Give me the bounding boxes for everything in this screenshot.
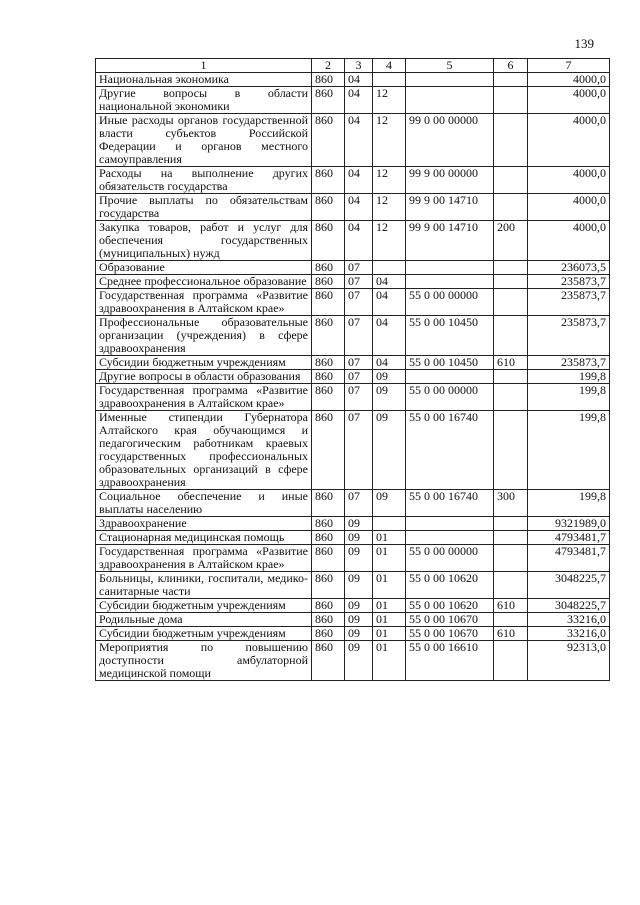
target-article-cell [406, 73, 494, 87]
expense-type-cell [494, 411, 528, 490]
table-row [96, 114, 610, 167]
expense-type-cell [494, 316, 528, 356]
item-name-cell: Субсидии бюджетным учреждениям [96, 627, 312, 641]
table-row [96, 641, 610, 681]
item-name-cell: Субсидии бюджетным учреждениям [96, 599, 312, 613]
item-name-cell: Другие вопросы в области образования [96, 370, 312, 384]
section-cell: 04 [345, 87, 373, 114]
table-row [96, 531, 610, 545]
section-cell: 07 [345, 384, 373, 411]
table-body [96, 73, 610, 681]
subsection-cell: 04 [373, 356, 406, 370]
item-name-cell: Социальное обеспечение и иные выплаты населению [96, 490, 312, 517]
expense-type-cell: 610 [494, 599, 528, 613]
expense-type-cell [494, 641, 528, 681]
amount-cell: 9321989,0 [528, 517, 610, 531]
ministry-code-cell: 860 [312, 87, 345, 114]
ministry-code-cell: 860 [312, 289, 345, 316]
expense-type-cell [494, 73, 528, 87]
amount-cell: 4000,0 [528, 221, 610, 261]
item-name-cell: Образование [96, 261, 312, 275]
item-name-cell: Профессиональные образовательные организации (учреждения) в сфере здравоохранения [96, 316, 312, 356]
subsection-cell: 12 [373, 167, 406, 194]
item-name-cell: Расходы на выполнение других обязательств государства [96, 167, 312, 194]
section-cell: 07 [345, 356, 373, 370]
expense-type-cell [494, 531, 528, 545]
expense-type-cell [494, 261, 528, 275]
subsection-cell [373, 517, 406, 531]
expense-type-cell [494, 572, 528, 599]
target-article-cell [406, 370, 494, 384]
ministry-code-cell: 860 [312, 275, 345, 289]
amount-cell: 235873,7 [528, 356, 610, 370]
ministry-code-cell: 860 [312, 194, 345, 221]
ministry-code-cell: 860 [312, 370, 345, 384]
section-cell: 09 [345, 641, 373, 681]
subsection-cell: 04 [373, 289, 406, 316]
ministry-code-cell: 860 [312, 316, 345, 356]
ministry-code-cell: 860 [312, 221, 345, 261]
section-cell: 09 [345, 613, 373, 627]
expense-type-cell [494, 545, 528, 572]
column-header-7: 7 [528, 59, 610, 73]
target-article-cell: 99 9 00 14710 [406, 221, 494, 261]
table-row [96, 545, 610, 572]
subsection-cell: 01 [373, 641, 406, 681]
ministry-code-cell: 860 [312, 613, 345, 627]
target-article-cell: 55 0 00 16610 [406, 641, 494, 681]
section-cell: 04 [345, 167, 373, 194]
item-name-cell: Среднее профессиональное образование [96, 275, 312, 289]
amount-cell: 33216,0 [528, 613, 610, 627]
target-article-cell: 55 0 00 10450 [406, 356, 494, 370]
item-name-cell: Больницы, клиники, госпитали, медико-санитарные части [96, 572, 312, 599]
item-name-cell: Иные расходы органов государственной власти субъектов Российской Федерации и органов местного самоуправления [96, 114, 312, 167]
ministry-code-cell: 860 [312, 384, 345, 411]
ministry-code-cell: 860 [312, 627, 345, 641]
table-row [96, 275, 610, 289]
section-cell: 07 [345, 275, 373, 289]
ministry-code-cell: 860 [312, 545, 345, 572]
section-cell: 07 [345, 490, 373, 517]
section-cell: 04 [345, 73, 373, 87]
item-name-cell: Мероприятия по повышению доступности амбулаторной медицинской помощи [96, 641, 312, 681]
expense-type-cell: 610 [494, 356, 528, 370]
subsection-cell: 01 [373, 627, 406, 641]
section-cell: 07 [345, 411, 373, 490]
item-name-cell: Закупка товаров, работ и услуг для обеспечения государственных (муниципальных) нужд [96, 221, 312, 261]
section-cell: 09 [345, 572, 373, 599]
item-name-cell: Национальная экономика [96, 73, 312, 87]
target-article-cell [406, 261, 494, 275]
table-row [96, 289, 610, 316]
amount-cell: 3048225,7 [528, 572, 610, 599]
expense-type-cell [494, 87, 528, 114]
subsection-cell: 09 [373, 411, 406, 490]
subsection-cell: 12 [373, 194, 406, 221]
expense-type-cell [494, 384, 528, 411]
section-cell: 07 [345, 316, 373, 356]
table-row [96, 613, 610, 627]
subsection-cell [373, 73, 406, 87]
table-row [96, 599, 610, 613]
table-row [96, 194, 610, 221]
table-row [96, 572, 610, 599]
expense-type-cell [494, 370, 528, 384]
ministry-code-cell: 860 [312, 599, 345, 613]
header-row [96, 59, 610, 73]
table-row [96, 517, 610, 531]
amount-cell: 4000,0 [528, 194, 610, 221]
expense-type-cell [494, 517, 528, 531]
table-row [96, 73, 610, 87]
expense-type-cell: 200 [494, 221, 528, 261]
subsection-cell: 09 [373, 370, 406, 384]
table-row [96, 261, 610, 275]
column-header-6: 6 [494, 59, 528, 73]
table-row [96, 411, 610, 490]
table-row [96, 167, 610, 194]
section-cell: 04 [345, 221, 373, 261]
amount-cell: 3048225,7 [528, 599, 610, 613]
section-cell: 09 [345, 599, 373, 613]
subsection-cell: 01 [373, 613, 406, 627]
section-cell: 09 [345, 545, 373, 572]
table-row [96, 384, 610, 411]
item-name-cell: Родильные дома [96, 613, 312, 627]
expense-type-cell [494, 275, 528, 289]
target-article-cell: 55 0 00 00000 [406, 289, 494, 316]
target-article-cell: 55 0 00 10670 [406, 627, 494, 641]
ministry-code-cell: 860 [312, 490, 345, 517]
column-header-5: 5 [406, 59, 494, 73]
target-article-cell: 99 9 00 14710 [406, 194, 494, 221]
section-cell: 09 [345, 531, 373, 545]
ministry-code-cell: 860 [312, 356, 345, 370]
item-name-cell: Стационарная медицинская помощь [96, 531, 312, 545]
target-article-cell [406, 87, 494, 114]
target-article-cell [406, 275, 494, 289]
subsection-cell: 12 [373, 221, 406, 261]
expense-type-cell [494, 289, 528, 316]
item-name-cell: Другие вопросы в области национальной экономики [96, 87, 312, 114]
target-article-cell: 55 0 00 16740 [406, 490, 494, 517]
expense-type-cell [494, 167, 528, 194]
amount-cell: 199,8 [528, 411, 610, 490]
ministry-code-cell: 860 [312, 261, 345, 275]
expense-type-cell [494, 114, 528, 167]
page-number: 139 [574, 36, 594, 51]
table-row [96, 221, 610, 261]
section-cell: 07 [345, 289, 373, 316]
table-row [96, 490, 610, 517]
subsection-cell: 09 [373, 490, 406, 517]
ministry-code-cell: 860 [312, 531, 345, 545]
column-header-4: 4 [373, 59, 406, 73]
amount-cell: 236073,5 [528, 261, 610, 275]
subsection-cell: 01 [373, 599, 406, 613]
ministry-code-cell: 860 [312, 73, 345, 87]
target-article-cell: 55 0 00 00000 [406, 384, 494, 411]
table-row [96, 370, 610, 384]
target-article-cell [406, 517, 494, 531]
target-article-cell: 55 0 00 00000 [406, 545, 494, 572]
table-row [96, 627, 610, 641]
table-row [96, 316, 610, 356]
amount-cell: 4793481,7 [528, 545, 610, 572]
amount-cell: 4000,0 [528, 73, 610, 87]
ministry-code-cell: 860 [312, 114, 345, 167]
item-name-cell: Прочие выплаты по обязательствам государства [96, 194, 312, 221]
target-article-cell: 99 9 00 00000 [406, 167, 494, 194]
ministry-code-cell: 860 [312, 641, 345, 681]
item-name-cell: Государственная программа «Развитие здравоохранения в Алтайском крае» [96, 545, 312, 572]
subsection-cell: 12 [373, 114, 406, 167]
amount-cell: 235873,7 [528, 316, 610, 356]
table-row [96, 356, 610, 370]
ministry-code-cell: 860 [312, 517, 345, 531]
target-article-cell: 55 0 00 10670 [406, 613, 494, 627]
target-article-cell: 55 0 00 10620 [406, 572, 494, 599]
budget-table [95, 58, 610, 681]
subsection-cell: 04 [373, 275, 406, 289]
amount-cell: 199,8 [528, 370, 610, 384]
section-cell: 04 [345, 194, 373, 221]
ministry-code-cell: 860 [312, 572, 345, 599]
amount-cell: 4000,0 [528, 87, 610, 114]
column-header-3: 3 [345, 59, 373, 73]
ministry-code-cell: 860 [312, 167, 345, 194]
item-name-cell: Государственная программа «Развитие здравоохранения в Алтайском крае» [96, 289, 312, 316]
section-cell: 09 [345, 517, 373, 531]
amount-cell: 199,8 [528, 384, 610, 411]
amount-cell: 33216,0 [528, 627, 610, 641]
item-name-cell: Здравоохранение [96, 517, 312, 531]
item-name-cell: Государственная программа «Развитие здравоохранения в Алтайском крае» [96, 384, 312, 411]
amount-cell: 235873,7 [528, 275, 610, 289]
section-cell: 04 [345, 114, 373, 167]
expense-type-cell: 300 [494, 490, 528, 517]
target-article-cell [406, 531, 494, 545]
amount-cell: 92313,0 [528, 641, 610, 681]
table-row [96, 87, 610, 114]
section-cell: 07 [345, 261, 373, 275]
column-header-2: 2 [312, 59, 345, 73]
section-cell: 09 [345, 627, 373, 641]
expense-type-cell [494, 194, 528, 221]
column-header-1: 1 [96, 59, 312, 73]
item-name-cell: Субсидии бюджетным учреждениям [96, 356, 312, 370]
subsection-cell [373, 261, 406, 275]
amount-cell: 235873,7 [528, 289, 610, 316]
subsection-cell: 01 [373, 531, 406, 545]
section-cell: 07 [345, 370, 373, 384]
item-name-cell: Именные стипендии Губернатора Алтайского края обучающимся и педагогическим работникам краевых государственных профессиональных образовательных организаций в сфере здравоохранения [96, 411, 312, 490]
amount-cell: 4000,0 [528, 114, 610, 167]
expense-type-cell [494, 613, 528, 627]
target-article-cell: 55 0 00 10450 [406, 316, 494, 356]
subsection-cell: 01 [373, 545, 406, 572]
amount-cell: 4000,0 [528, 167, 610, 194]
subsection-cell: 01 [373, 572, 406, 599]
ministry-code-cell: 860 [312, 411, 345, 490]
expense-type-cell: 610 [494, 627, 528, 641]
subsection-cell: 12 [373, 87, 406, 114]
target-article-cell: 99 0 00 00000 [406, 114, 494, 167]
target-article-cell: 55 0 00 16740 [406, 411, 494, 490]
subsection-cell: 04 [373, 316, 406, 356]
subsection-cell: 09 [373, 384, 406, 411]
amount-cell: 199,8 [528, 490, 610, 517]
amount-cell: 4793481,7 [528, 531, 610, 545]
table-header [96, 59, 610, 73]
target-article-cell: 55 0 00 10620 [406, 599, 494, 613]
